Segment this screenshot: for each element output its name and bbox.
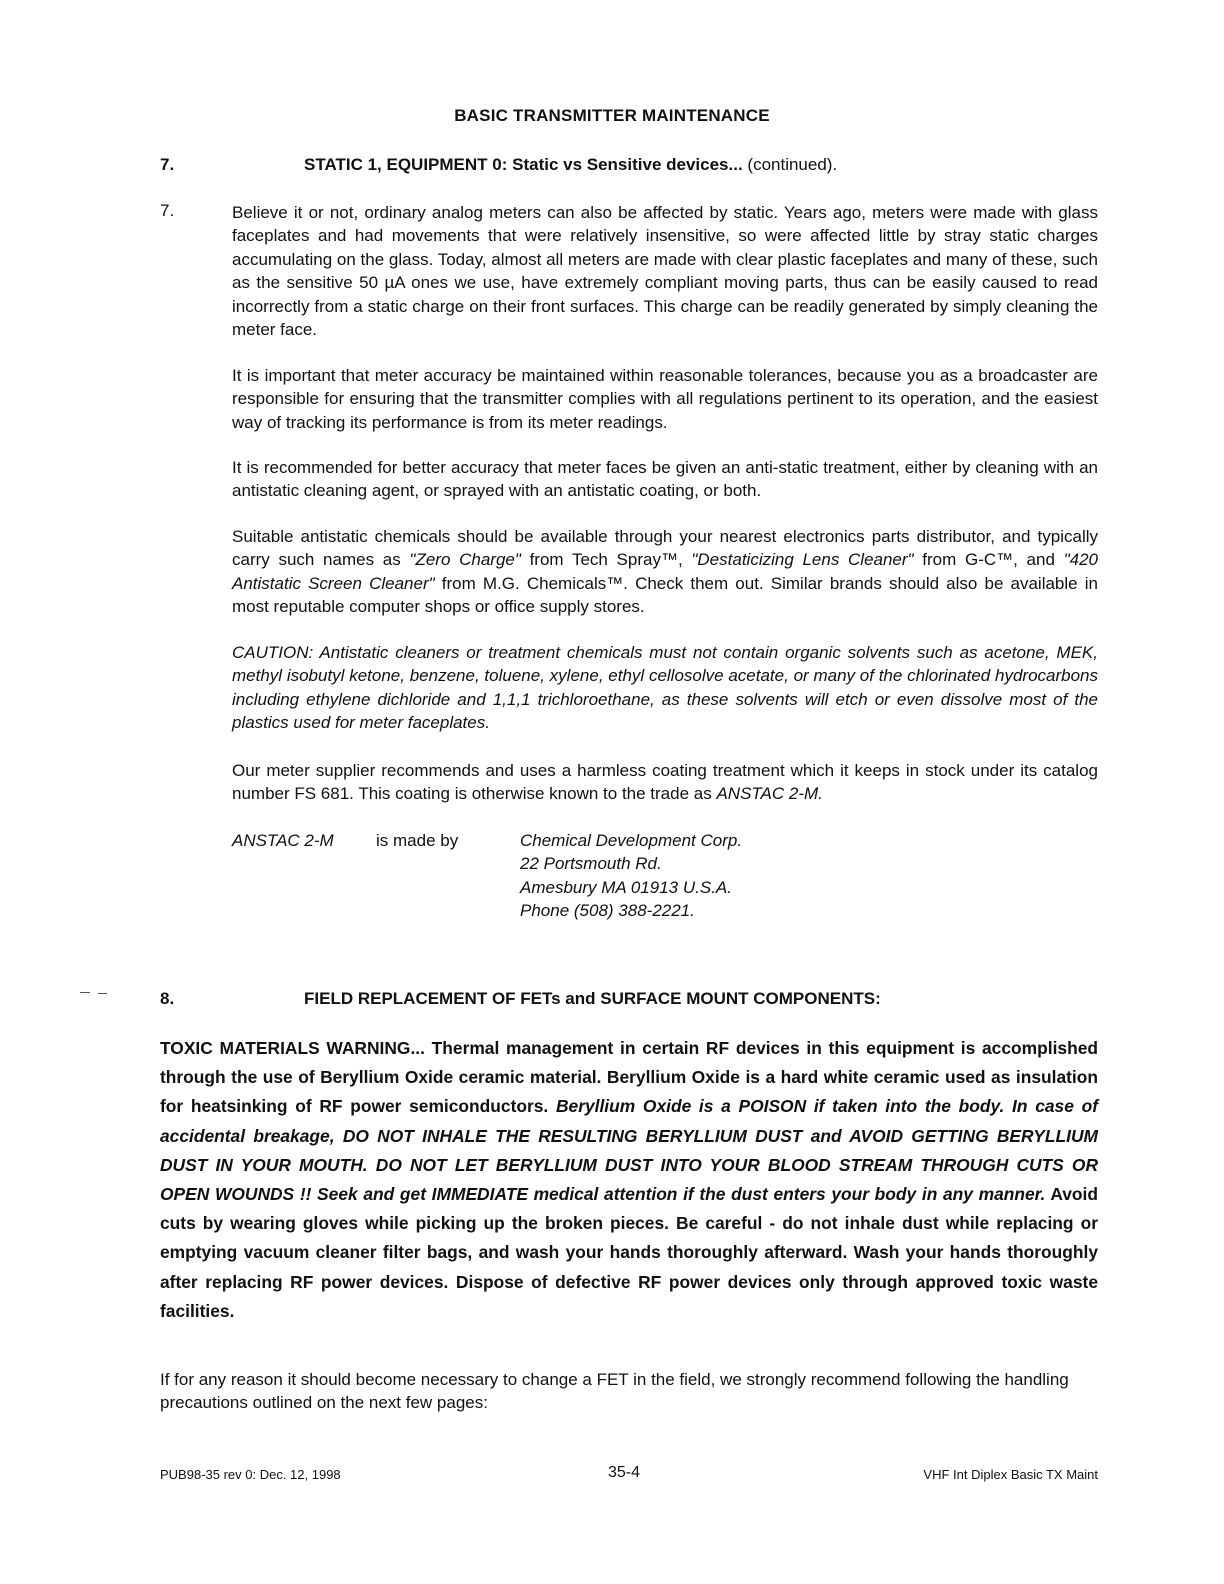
product-lens-cleaner: "Destaticizing Lens Cleaner"	[691, 550, 914, 570]
paragraph-meter-supplier	[232, 759, 1098, 806]
paragraph-antistatic-chemicals	[232, 525, 1098, 619]
warning-text-1: TOXIC MATERIALS WARNING... Thermal management in certain RF devices in this equipment is accomplished through the use of Beryllium Oxide ceramic material. Beryllium Oxide is a hard white ceramic used as insulation for heatsinking of RF power semiconductors.	[160, 1038, 1098, 1117]
section-7-heading-bold: STATIC 1, EQUIPMENT 0: Static vs Sensitive devices...	[304, 155, 743, 174]
item-7-number: 7.	[160, 201, 175, 220]
chemicals-text-3: from G-C™, and	[913, 550, 1064, 570]
maker-city: Amesbury MA 01913 U.S.A.	[520, 877, 732, 897]
section-8-heading: FIELD REPLACEMENT OF FETs and SURFACE MOUNT COMPONENTS:	[304, 989, 881, 1008]
margin-mark	[80, 992, 90, 993]
section-8-number: 8.	[160, 989, 175, 1008]
maker-phone: Phone (508) 388-2221.	[520, 901, 695, 921]
maker-street: 22 Portsmouth Rd.	[520, 854, 662, 874]
toxic-materials-warning	[160, 1034, 1098, 1326]
warning-text-2: Avoid cuts by wearing gloves while picking up the broken pieces. Be careful - do not inhale dust while replacing or emptying vacuum cleaner filter bags, and wash your hands thoroughly afterward. Wash your hands thoroughly after replacing RF power devices. Dispose of defective RF power devices only through approved toxic waste facilities.	[160, 1184, 1098, 1321]
closing-paragraph: If for any reason it should become necessary to change a FET in the field, we strongly recommend following the handling precautions outlined on the next few pages:	[160, 1370, 1069, 1413]
supplier-product-name: ANSTAC 2-M.	[716, 784, 823, 804]
footer-page-number: 35-4	[608, 1464, 641, 1481]
warning-poison-text: Beryllium Oxide is a POISON if taken into the body. In case of accidental breakage, DO NOT INHALE THE RESULTING BERYLLIUM DUST and AVOID GETTING BERYLLIUM DUST IN YOUR MOUTH. DO NOT LET BERYLLIUM DUST INTO YOUR BLOOD STREAM THROUGH CUTS OR OPEN WOUNDS !! Seek and get IMMEDIATE medical attention if the dust enters your body in any manner.	[160, 1096, 1098, 1205]
maker-company: Chemical Development Corp.	[520, 831, 743, 850]
section-7-number: 7.	[160, 155, 175, 174]
footer-publication: PUB98-35 rev 0: Dec. 12, 1998	[160, 1467, 341, 1482]
maker-address	[520, 829, 742, 923]
maker-product: ANSTAC 2-M	[232, 831, 334, 850]
product-zero-charge: "Zero Charge"	[409, 550, 521, 570]
margin-mark	[98, 993, 107, 994]
paragraph-static-meters: Believe it or not, ordinary analog meters can also be affected by static. Years ago, meters were made with glass faceplates and had movements that were relatively insensitive, so were affected little by stray static charges accumulating on the glass. Today, almost all meters are made with clear plastic faceplates and many of these, such as the sensitive 50 µA ones we use, have extremely compliant moving parts, thus can be easily caused to read incorrectly from a static charge on their front surfaces. This charge can be readily generated by simply cleaning the meter face.	[232, 203, 1098, 340]
footer-document-name: VHF Int Diplex Basic TX Maint	[923, 1467, 1098, 1482]
page-title: BASIC TRANSMITTER MAINTENANCE	[454, 106, 770, 125]
paragraph-meter-accuracy: It is important that meter accuracy be maintained within reasonable tolerances, because you as a broadcaster are responsible for ensuring that the transmitter complies with all regulations pertinent to its operation, and the easiest way of tracking its performance is from its meter readings.	[232, 366, 1098, 432]
caution-paragraph: CAUTION: Antistatic cleaners or treatment chemicals must not contain organic solvents such as acetone, MEK, methyl isobutyl ketone, benzene, toluene, xylene, ethyl cellosolve acetate, or many of the chlorinated hydrocarbons including ethylene dichloride and 1,1,1 trichloroethane, as these solvents will etch or even dissolve most of the plastics used for meter faceplates.	[232, 643, 1098, 733]
paragraph-antistatic-treatment: It is recommended for better accuracy that meter faces be given an anti-static treatment, either by cleaning with an antistatic cleaning agent, or sprayed with an antistatic coating, or both.	[232, 458, 1098, 501]
maker-made-by: is made by	[376, 831, 459, 850]
product-screen-cleaner: "420 Antistatic Screen Cleaner"	[232, 550, 1098, 593]
chemicals-text-1: Suitable antistatic chemicals should be available through your nearest electronics parts distributor, and typically carry such names as	[232, 527, 1098, 570]
chemicals-text-4: from M.G. Chemicals™. Check them out. Similar brands should also be available in most reputable computer shops or office supply stores.	[232, 573, 1098, 617]
section-7-heading-continued: (continued).	[742, 155, 838, 174]
supplier-text: Our meter supplier recommends and uses a harmless coating treatment which it keeps in stock under its catalog number FS 681. This coating is otherwise known to the trade as	[232, 761, 1098, 804]
chemicals-text-2: from Tech Spray™,	[520, 550, 692, 570]
section-7-heading	[304, 155, 837, 175]
